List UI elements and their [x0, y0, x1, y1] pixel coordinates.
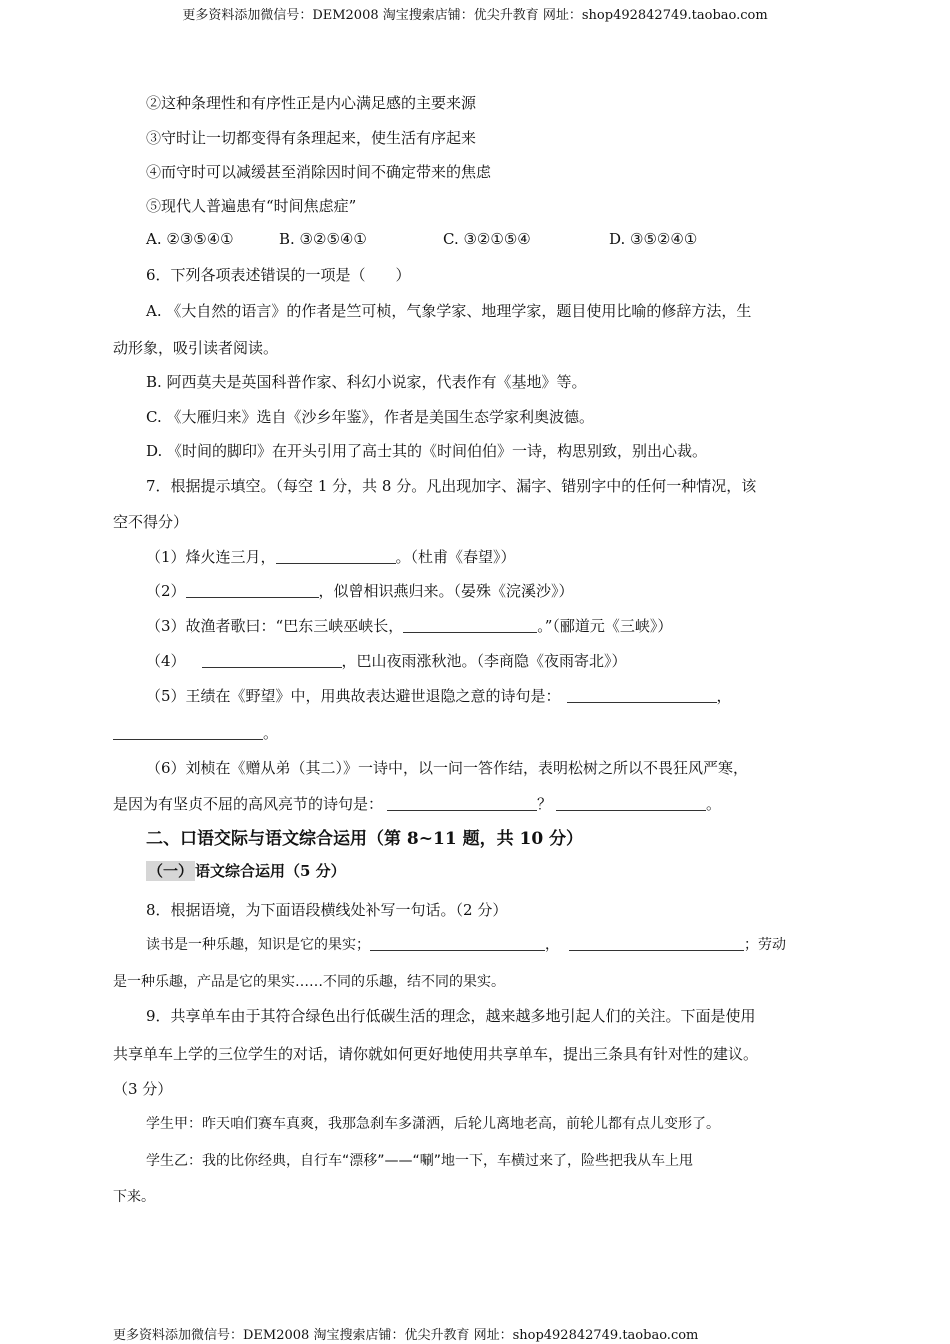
q7-item-3-blank[interactable] [403, 618, 537, 633]
q6-option-d: D. 《时间的脚印》在开头引用了高士其的《时间伯伯》一诗，构思别致，别出心裁。 [146, 442, 708, 460]
q8-blank-2[interactable] [569, 936, 744, 951]
q5-option-c: C. ③②①⑤④ [443, 230, 531, 248]
q7-item-5 [146, 685, 732, 706]
q7-item-3-prefix: （3）故渔者歌曰：“巴东三峡巫峡长， [146, 617, 404, 635]
q7-item-6-question-mark: ？ [537, 795, 553, 813]
section-2-title: 二、口语交际与语文综合运用（第 8~11 题，共 10 分） [146, 829, 584, 849]
q6-stem: 6．下列各项表述错误的一项是（ ） [146, 266, 411, 284]
q7-stem-line1: 7．根据提示填空。（每空 1 分，共 8 分。凡出现加字、漏字、错别字中的任何一种情况，该 [146, 477, 757, 495]
q6-option-a-line2: 动形象，吸引读者阅读。 [113, 339, 279, 357]
q7-item-1-prefix: （1）烽火连三月， [146, 548, 276, 566]
q7-item-1 [146, 546, 516, 567]
sentence-2: ②这种条理性和有序性正是内心满足感的主要来源 [146, 94, 477, 112]
q7-item-6-prefix: 是因为有坚贞不屈的高风亮节的诗句是： [113, 795, 384, 813]
q7-item-4 [146, 650, 627, 671]
q6-option-b: B. 阿西莫夫是英国科普作家、科幻小说家，代表作有《基地》等。 [146, 373, 587, 391]
q5-option-b: B. ③②⑤④① [279, 230, 367, 248]
q7-item-2-blank[interactable] [186, 583, 319, 598]
subsection-1-label: （一） [148, 862, 194, 880]
q7-item-2-prefix: （2） [146, 582, 186, 600]
q8-blank-1[interactable] [370, 936, 545, 951]
sentence-3: ③守时让一切都变得有条理起来，使生活有序起来 [146, 129, 477, 147]
q9-student-b-line1: 学生乙：我的比你经典，自行车“漂移”——“唰”地一下，车横过来了，险些把我从车上甩 [146, 1153, 694, 1169]
q7-item-5-comma: ， [716, 687, 732, 705]
q9-student-b-line2: 下来。 [113, 1189, 155, 1205]
q5-option-d: D. ③⑤②④① [609, 230, 698, 248]
q8-line1-end: ；劳动 [744, 937, 786, 953]
q7-item-4-blank[interactable] [202, 653, 342, 668]
q9-student-a: 学生甲：昨天咱们赛车真爽，我那急刹车多潇洒，后轮儿离地老高，前轮儿都有点儿变形了。 [146, 1116, 720, 1132]
q7-item-4-suffix: ，巴山夜雨涨秋池。（李商隐《夜雨寄北》） [341, 652, 627, 670]
q7-item-2-suffix: ，似曾相识燕归来。（晏殊《浣溪沙》） [318, 582, 574, 600]
q9-line2: 共享单车上学的三位学生的对话，请你就如何更好地使用共享单车，提出三条具有针对性的建议。 [113, 1045, 759, 1063]
q7-item-2 [146, 580, 574, 601]
q8-line1-comma: ， [545, 937, 559, 953]
q6-option-a-line1: A. 《大自然的语言》的作者是竺可桢，气象学家、地理学家，题目使用比喻的修辞方法，生 [146, 302, 752, 320]
q6-option-c: C. 《大雁归来》选自《沙乡年鉴》，作者是美国生态学家利奥波德。 [146, 408, 594, 426]
q8-line2: 是一种乐趣，产品是它的果实……不同的乐趣，结不同的果实。 [113, 974, 505, 990]
subsection-1-text: 语文综合运用（5 分） [195, 862, 346, 880]
q7-item-5-blank-1[interactable] [567, 688, 717, 703]
q7-item-5-cont [113, 722, 278, 743]
q7-item-5-blank-2[interactable] [113, 725, 263, 740]
q9-line3: （3 分） [113, 1080, 173, 1098]
q8-line1 [146, 934, 786, 954]
q7-item-6-blank-1[interactable] [387, 796, 537, 811]
q7-item-3 [146, 615, 672, 636]
subsection-1-title [146, 860, 346, 881]
q9-line1: 9．共享单车由于其符合绿色出行低碳生活的理念，越来越多地引起人们的关注。下面是使用 [146, 1007, 756, 1025]
q8-line1-prefix: 读书是一种乐趣，知识是它的果实； [146, 937, 370, 953]
q7-item-5-end: 。 [263, 724, 279, 742]
sentence-5: ⑤现代人普遍患有“时间焦虑症” [146, 197, 357, 215]
q8-stem: 8．根据语境，为下面语段横线处补写一句话。（2 分） [146, 901, 508, 919]
q7-item-3-suffix: 。”（郦道元《三峡》） [537, 617, 673, 635]
q7-item-6-line2 [113, 793, 721, 814]
q5-options [146, 230, 697, 248]
q5-option-a: A. ②③⑤④① [146, 230, 234, 248]
q7-item-6-line1: （6）刘桢在《赠从弟（其二）》一诗中，以一问一答作结，表明松树之所以不畏狂风严寒， [146, 759, 749, 777]
q7-item-4-prefix: （4） [146, 652, 186, 670]
q7-stem-line2: 空不得分） [113, 513, 189, 531]
page-footer: 更多资料添加微信号：DEM2008 淘宝搜索店铺：优尖升教育 网址：shop492842749.taobao.com [113, 1328, 699, 1343]
q7-item-5-prefix: （5）王绩在《野望》中，用典故表达避世退隐之意的诗句是： [146, 687, 561, 705]
page-header: 更多资料添加微信号：DEM2008 淘宝搜索店铺：优尖升教育 网址：shop492842749.taobao.com [182, 8, 768, 23]
q7-item-6-end: 。 [706, 795, 722, 813]
q7-item-1-blank[interactable] [276, 549, 396, 564]
q7-item-6-blank-2[interactable] [556, 796, 706, 811]
q7-item-1-suffix: 。（杜甫《春望》） [395, 548, 516, 566]
sentence-4: ④而守时可以减缓甚至消除因时间不确定带来的焦虑 [146, 163, 492, 181]
